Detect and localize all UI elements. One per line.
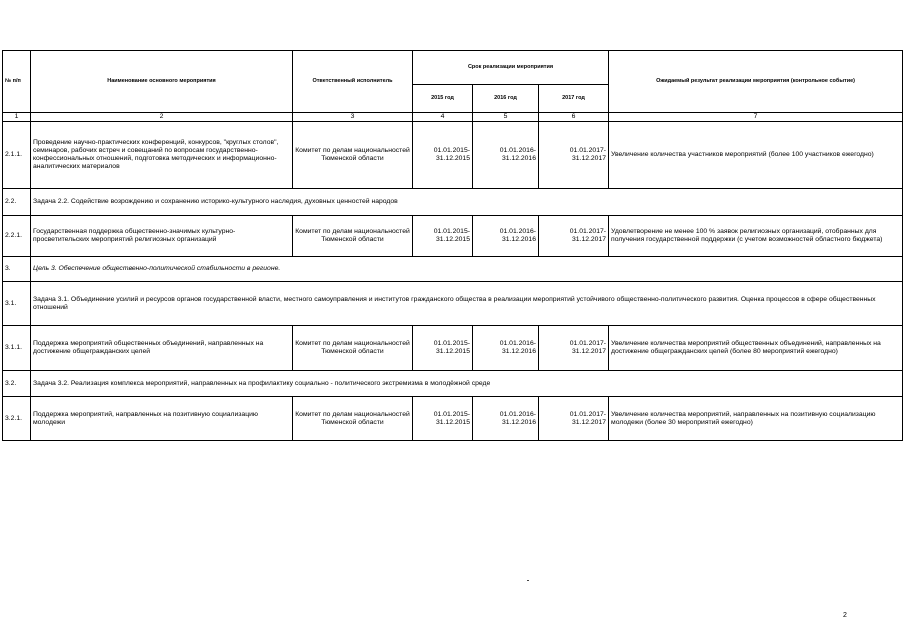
header-year-2015: 2015 год xyxy=(413,85,473,113)
table-row xyxy=(3,397,903,441)
column-number: 3 xyxy=(293,113,413,122)
column-number: 4 xyxy=(413,113,473,122)
row-number: 3.2.1. xyxy=(3,397,31,441)
period-2016: 01.01.2016-31.12.2016 xyxy=(473,326,539,371)
goal-row xyxy=(3,257,903,282)
table-row xyxy=(3,326,903,371)
period-2017: 01.01.2017-31.12.2017 xyxy=(539,216,609,257)
period-2016: 01.01.2016-31.12.2016 xyxy=(473,397,539,441)
row-number: 2.1.1. xyxy=(3,122,31,189)
goal-title: Цель 3. Обеспечение общественно-политической стабильности в регионе. xyxy=(31,257,903,282)
expected-result: Удовлетворение не менее 100 % заявок религиозных организаций, отобранных для получения государственной поддержки (с учетом возможностей областного бюджета) xyxy=(609,216,903,257)
row-number: 3. xyxy=(3,257,31,282)
page-number: 2 xyxy=(843,612,847,619)
row-number: 3.1.1. xyxy=(3,326,31,371)
header-year-2017: 2017 год xyxy=(539,85,609,113)
period-2017: 01.01.2017-31.12.2017 xyxy=(539,122,609,189)
row-number: 2.2. xyxy=(3,189,31,216)
event-name: Поддержка мероприятий общественных объединений, направленных на достижение общегражданских целей xyxy=(31,326,293,371)
header-period: Срок реализации мероприятия xyxy=(413,51,609,85)
executor: Комитет по делам национальностей Тюменской области xyxy=(293,122,413,189)
table-row xyxy=(3,122,903,189)
column-number: 6 xyxy=(539,113,609,122)
expected-result: Увеличение количества мероприятий, направленных на позитивную социализацию молодежи (более 30 мероприятий ежегодно) xyxy=(609,397,903,441)
executor: Комитет по делам национальностей Тюменской области xyxy=(293,326,413,371)
scan-speck xyxy=(527,580,529,581)
period-2016: 01.01.2016-31.12.2016 xyxy=(473,216,539,257)
event-name: Государственная поддержка общественно-значимых культурно-просветительских мероприятий религиозных организаций xyxy=(31,216,293,257)
expected-result: Увеличение количества участников мероприятий (более 100 участников ежегодно) xyxy=(609,122,903,189)
header-number: № п/п xyxy=(3,51,31,113)
row-number: 2.2.1. xyxy=(3,216,31,257)
column-number-row xyxy=(3,113,903,122)
plan-table xyxy=(2,50,903,441)
period-2015: 01.01.2015-31.12.2015 xyxy=(413,122,473,189)
row-number: 3.2. xyxy=(3,371,31,397)
column-number: 7 xyxy=(609,113,903,122)
column-number: 5 xyxy=(473,113,539,122)
period-2015: 01.01.2015-31.12.2015 xyxy=(413,397,473,441)
row-number: 3.1. xyxy=(3,282,31,326)
header-expected-result: Ожидаемый результат реализации мероприятия (контрольное событие) xyxy=(609,51,903,113)
period-2015: 01.01.2015-31.12.2015 xyxy=(413,216,473,257)
period-2017: 01.01.2017-31.12.2017 xyxy=(539,397,609,441)
task-title: Задача 3.1. Объединение усилий и ресурсов органов государственной власти, местного самоуправления и институтов гражданского общества в реализации мероприятий устойчивого общественно-политического развития. Оценка процессов в сфере общественных отношений xyxy=(31,282,903,326)
period-2016: 01.01.2016-31.12.2016 xyxy=(473,122,539,189)
task-row xyxy=(3,371,903,397)
task-row xyxy=(3,282,903,326)
event-name: Проведение научно-практических конференций, конкурсов, "круглых столов", семинаров, рабочих встреч и совещаний по вопросам государственно-конфессиональных отношений, подготовка методических и информационно-аналитических материалов xyxy=(31,122,293,189)
table-row xyxy=(3,216,903,257)
task-title: Задача 3.2. Реализация комплекса мероприятий, направленных на профилактику социально - политического экстремизма в молодёжной среде xyxy=(31,371,903,397)
executor: Комитет по делам национальностей Тюменской области xyxy=(293,216,413,257)
column-number: 2 xyxy=(31,113,293,122)
header-executor: Ответственный исполнитель xyxy=(293,51,413,113)
period-2015: 01.01.2015-31.12.2015 xyxy=(413,326,473,371)
period-2017: 01.01.2017-31.12.2017 xyxy=(539,326,609,371)
task-row xyxy=(3,189,903,216)
column-number: 1 xyxy=(3,113,31,122)
expected-result: Увеличение количества мероприятий общественных объединений, направленных на достижение общегражданских целей (более 80 мероприятий ежегодно) xyxy=(609,326,903,371)
event-name: Поддержка мероприятий, направленных на позитивную социализацию молодежи xyxy=(31,397,293,441)
executor: Комитет по делам национальностей Тюменской области xyxy=(293,397,413,441)
header-year-2016: 2016 год xyxy=(473,85,539,113)
header-event-name: Наименование основного мероприятия xyxy=(31,51,293,113)
task-title: Задача 2.2. Содействие возрождению и сохранению историко-культурного наследия, духовных ценностей народов xyxy=(31,189,903,216)
